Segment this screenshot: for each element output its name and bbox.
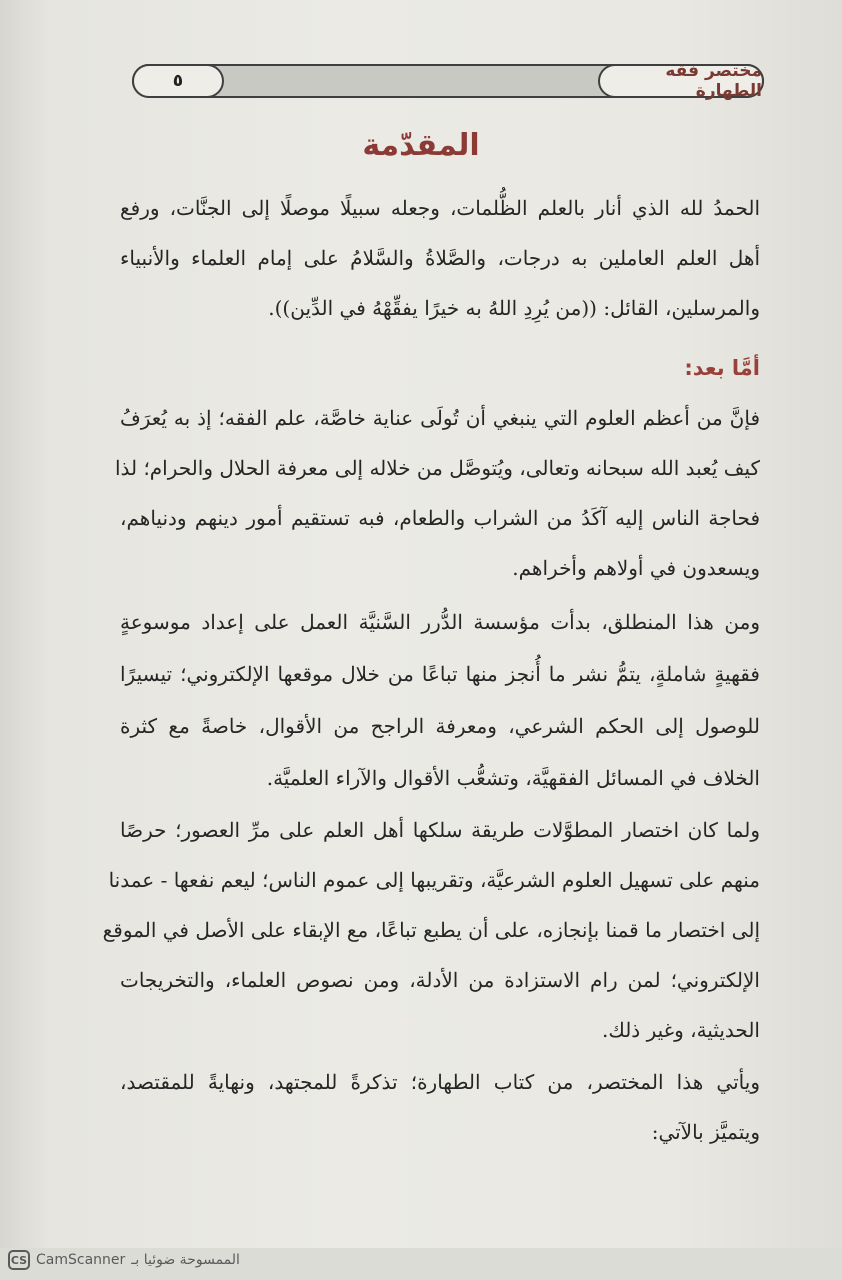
text-line: الخلاف في المسائل الفقهيَّة، وتشعُّب الأقوال والآراء العلميَّة. <box>266 766 760 790</box>
text-line: أهل العلم العاملين به درجات، والصَّلاةُ والسَّلامُ على إمام العلماء والأنبياء <box>120 246 760 270</box>
text-line: ولما كان اختصار المطوَّلات طريقة سلكها أهل العلم على مرِّ العصور؛ حرصًا <box>120 818 760 842</box>
text-line: فقهيةٍ شاملةٍ، يتمُّ نشر ما أُنجز منها تباعًا من خلال موقعها الإلكتروني؛ تيسيرًا <box>120 662 760 686</box>
text-line: فإنَّ من أعظم العلوم التي ينبغي أن تُولَى عناية خاصَّة، علم الفقه؛ إذ به يُعرَفُ <box>120 406 760 430</box>
text-line: إلى اختصار ما قمنا بإنجازه، على أن يطبع تباعًا، مع الإبقاء على الأصل في الموقع <box>102 918 760 942</box>
text-line: ومن هذا المنطلق، بدأت مؤسسة الدُّرر السَّنيَّة العمل على إعداد موسوعةٍ <box>120 610 760 634</box>
subheading: أمَّا بعد: <box>684 356 760 380</box>
running-header <box>132 61 764 101</box>
text-line: ويسعدون في أولاهم وأخراهم. <box>512 556 760 580</box>
page-title: المقدّمة <box>362 128 480 163</box>
text-line: الإلكتروني؛ لمن رام الاستزادة من الأدلة، ومن نصوص العلماء، والتخريجات <box>120 968 760 992</box>
text-line: كيف يُعبد الله سبحانه وتعالى، ويُتوصَّل من خلاله إلى معرفة الحلال والحرام؛ لذا <box>114 456 760 480</box>
header-page-number: ٥ <box>132 64 224 98</box>
scanned-label: الممسوحة ضوئيا بـ <box>131 1252 240 1268</box>
header-book-title: مختصر فقه الطهارة <box>598 64 764 98</box>
text-line: ويأتي هذا المختصر، من كتاب الطهارة؛ تذكرةً للمجتهد، ونهايةً للمقتصد، <box>120 1070 760 1094</box>
scanner-name: CamScanner <box>36 1252 126 1268</box>
text-line: والمرسلين، القائل: ((من يُرِدِ اللهُ به خيرًا يفقِّهْهُ في الدِّين)). <box>268 296 760 320</box>
scanner-watermark <box>8 1250 240 1270</box>
camscanner-logo-icon: CS <box>8 1250 30 1270</box>
text-line: للوصول إلى الحكم الشرعي، ومعرفة الراجح من الأقوال، خاصةً مع كثرة <box>120 714 760 738</box>
text-line: ويتميَّز بالآتي: <box>651 1120 760 1144</box>
text-line: الحديثية، وغير ذلك. <box>602 1018 760 1042</box>
text-line: فحاجة الناس إليه آكَدُ من الشراب والطعام، فبه تستقيم أمور دينهم ودنياهم، <box>120 506 760 530</box>
text-line: الحمدُ لله الذي أنار بالعلم الظُّلمات، وجعله سبيلًا موصلًا إلى الجنَّات، ورفع <box>120 196 760 220</box>
text-line: منهم على تسهيل العلوم الشرعيَّة، وتقريبها إلى عموم الناس؛ ليعم نفعها - عمدنا <box>108 868 760 892</box>
